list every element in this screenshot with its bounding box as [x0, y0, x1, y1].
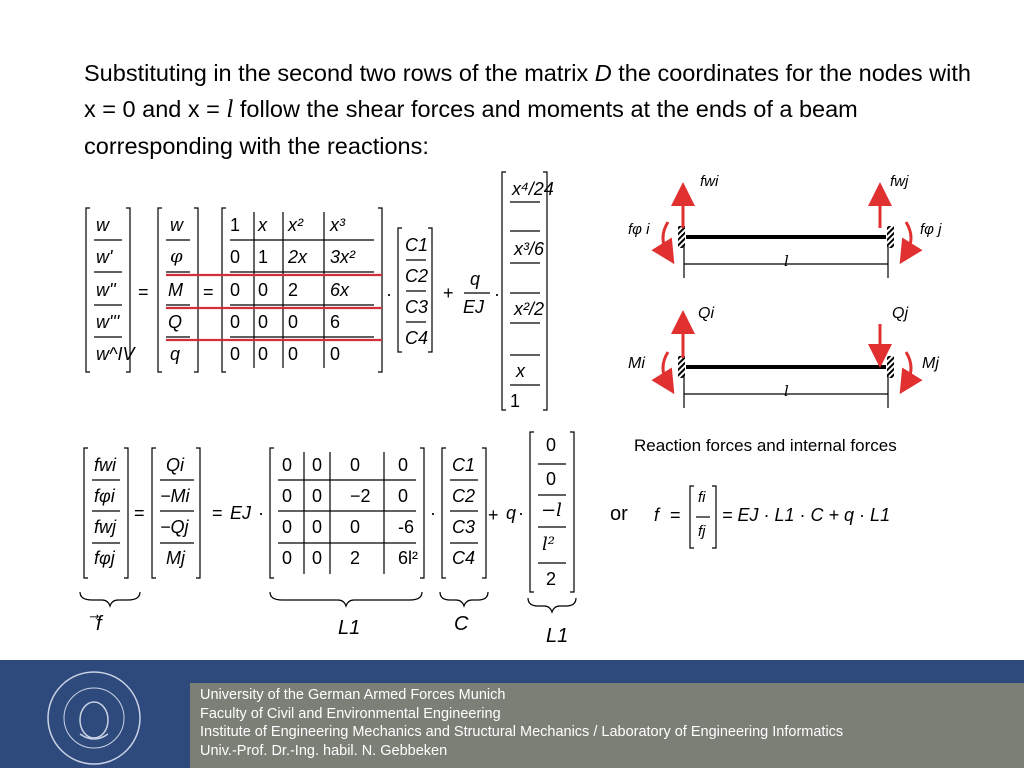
- eq2-C2: C2: [452, 486, 476, 506]
- footer-faculty: Faculty of Civil and Environmental Engineering: [200, 705, 501, 722]
- eq2-Q2: −Qj: [160, 517, 189, 537]
- matrix-L1-cell: −2: [350, 486, 371, 506]
- matrix-L1-cell: 2: [350, 548, 361, 568]
- matrix-D-cell: 0: [230, 247, 241, 267]
- eq2-L3: l²: [542, 534, 555, 555]
- matrix-D-cell: 0: [258, 280, 269, 300]
- dot-operator: ·: [518, 503, 524, 523]
- matrix-D-cell: 0: [330, 344, 341, 364]
- matrix-D-cell: 0: [258, 344, 269, 364]
- eq2-L2: −l: [541, 500, 562, 521]
- or-label: or: [610, 503, 628, 525]
- equals-sign: =: [212, 503, 223, 523]
- eq1-w4: w^IV: [96, 344, 135, 364]
- eq2-L0: 0: [546, 435, 557, 455]
- dot-operator: ·: [386, 284, 392, 304]
- eq1-x-0: x⁴/24: [512, 179, 554, 199]
- matrix-L1-cell: -6: [398, 517, 415, 537]
- dot-operator: ·: [258, 503, 264, 523]
- eq2-C4: C4: [452, 548, 476, 568]
- plus-sign: +: [443, 283, 454, 303]
- matrix-D-cell: 0: [230, 312, 241, 332]
- matrix-D-cell: 1: [230, 215, 241, 235]
- eq1-x-2: x²/2: [514, 299, 545, 319]
- intro-text-3: follow the shear forces and moments at the ends of a beam corresponding with the reactions:: [84, 96, 858, 159]
- label-fwj: fwj: [890, 173, 909, 190]
- length-symbol: l: [226, 96, 234, 123]
- eq1-C1: C1: [405, 235, 429, 255]
- matrix-D-cell: 6: [330, 312, 341, 332]
- diagram-caption: Reaction forces and internal forces: [634, 436, 897, 455]
- eq1-C4: C4: [405, 328, 429, 348]
- compact-fi: fi: [698, 489, 706, 506]
- eq1-C2: C2: [405, 266, 429, 286]
- matrix-D-cell: 0: [230, 344, 241, 364]
- eq1-w1: w': [96, 247, 113, 267]
- label-fwi: fwi: [700, 173, 719, 190]
- matrix-D-cell: 1: [258, 247, 269, 267]
- matrix-D-cell: 0: [288, 344, 299, 364]
- label-Qj: Qj: [892, 305, 908, 322]
- dot-operator: ·: [494, 284, 500, 304]
- matrix-D-cell: 2x: [288, 247, 308, 267]
- label-Mi: Mi: [628, 355, 645, 372]
- equals-sign: =: [134, 503, 145, 523]
- matrix-L1-cell: 0: [350, 517, 361, 537]
- matrix-symbol: D: [594, 60, 612, 86]
- eq1-phys-M: M: [168, 280, 183, 300]
- eq1-phys-w: w: [170, 215, 183, 235]
- footer-professor: Univ.-Prof. Dr.-Ing. habil. N. Gebbeken: [200, 742, 448, 759]
- eq1-phys-Q: Q: [168, 312, 183, 332]
- matrix-L1-cell: 0: [282, 486, 293, 506]
- matrix-L1-cell: 0: [398, 455, 409, 475]
- eq1-x-1: x³/6: [514, 239, 545, 259]
- matrix-D-cell: 0: [258, 312, 269, 332]
- eq1-w: w: [96, 215, 109, 235]
- eq2-C1: C1: [452, 455, 476, 475]
- matrix-D-cell: x³: [330, 215, 345, 235]
- matrix-L1-cell: 0: [312, 517, 323, 537]
- matrix-L1-cell: 0: [282, 517, 293, 537]
- matrix-D-cell: 0: [230, 280, 241, 300]
- matrix-D-cell: 6x: [330, 280, 350, 300]
- matrix-L1-cell: 0: [312, 455, 323, 475]
- matrix-D-cell: x²: [288, 215, 303, 235]
- footer-university: University of the German Armed Forces Munich: [200, 687, 506, 703]
- eq2-q: q: [506, 503, 517, 523]
- eq2-f1: fφi: [94, 486, 115, 506]
- eq2-f0: fwi: [94, 455, 116, 475]
- eq2-f3: fφj: [94, 548, 115, 568]
- matrix-L1-cell: 0: [282, 548, 293, 568]
- label-Mj: Mj: [922, 355, 939, 372]
- eq1-phys-phi: φ: [170, 246, 183, 267]
- q-numerator: q: [470, 269, 481, 289]
- eq2-f2: fwj: [94, 517, 116, 537]
- label-Qi: Qi: [698, 305, 714, 322]
- matrix-L1-cell: 0: [350, 455, 361, 475]
- matrix-D-cell: 0: [288, 312, 299, 332]
- EJ-denominator: EJ: [463, 297, 485, 317]
- footer-text-panel: [190, 683, 1024, 768]
- eq1-x-4: 1: [510, 391, 521, 411]
- equals-sign: =: [203, 282, 214, 302]
- compact-rhs: = EJ · L1 · C + q · L1: [722, 505, 891, 525]
- brace-label-C: C: [454, 613, 469, 635]
- matrix-L1-cell: 0: [282, 455, 293, 475]
- brace-label-L1-vector: L1: [546, 625, 569, 647]
- matrix-L1-cell: 0: [312, 548, 323, 568]
- eq1-w2: w'': [96, 280, 116, 300]
- eq2-Q1: −Mi: [160, 486, 190, 506]
- eq2-Q0: Qi: [166, 455, 184, 475]
- compact-lhs: f: [654, 505, 660, 525]
- label-fphi-j: fφ j: [920, 221, 942, 238]
- dot-operator: ·: [430, 503, 436, 523]
- label-length-bottom: l: [784, 382, 789, 400]
- eq1-phys-q: q: [170, 344, 181, 364]
- eq2-Q3: Mj: [166, 548, 185, 568]
- matrix-D-cell: 2: [288, 280, 299, 300]
- brace-label-L1: L1: [338, 617, 361, 639]
- eq2-L1: 0: [546, 469, 557, 489]
- eq2-L4: 2: [546, 569, 557, 589]
- compact-fj: fj: [698, 523, 706, 540]
- eq1-x-3: x: [516, 361, 525, 381]
- matrix-D-cell: 3x²: [330, 247, 356, 267]
- intro-text-1: Substituting in the second two rows of the matrix: [84, 60, 595, 86]
- footer-institute: Institute of Engineering Mechanics and Structural Mechanics / Laboratory of Engineering Informatics: [200, 724, 844, 740]
- intro-text-2: the coordinates for the nodes with x = 0 and x =: [84, 60, 971, 122]
- university-seal-icon: [36, 670, 152, 766]
- eq1-w3: w''': [96, 312, 120, 332]
- eq2-C3: C3: [452, 517, 476, 537]
- brace-label-f: f: [96, 613, 102, 635]
- eq1-C3: C3: [405, 297, 429, 317]
- matrix-L1-cell: 0: [398, 486, 409, 506]
- matrix-D-cell: x: [258, 215, 267, 235]
- matrix-L1-cell: 0: [312, 486, 323, 506]
- label-fphi-i: fφ i: [628, 221, 650, 238]
- matrix-L1-cell: 6l²: [398, 548, 419, 568]
- equals-sign: =: [138, 282, 149, 302]
- label-length-top: l: [784, 252, 789, 270]
- plus-sign: +: [488, 505, 499, 525]
- equals-sign: =: [670, 505, 681, 525]
- eq2-EJ: EJ: [230, 503, 252, 523]
